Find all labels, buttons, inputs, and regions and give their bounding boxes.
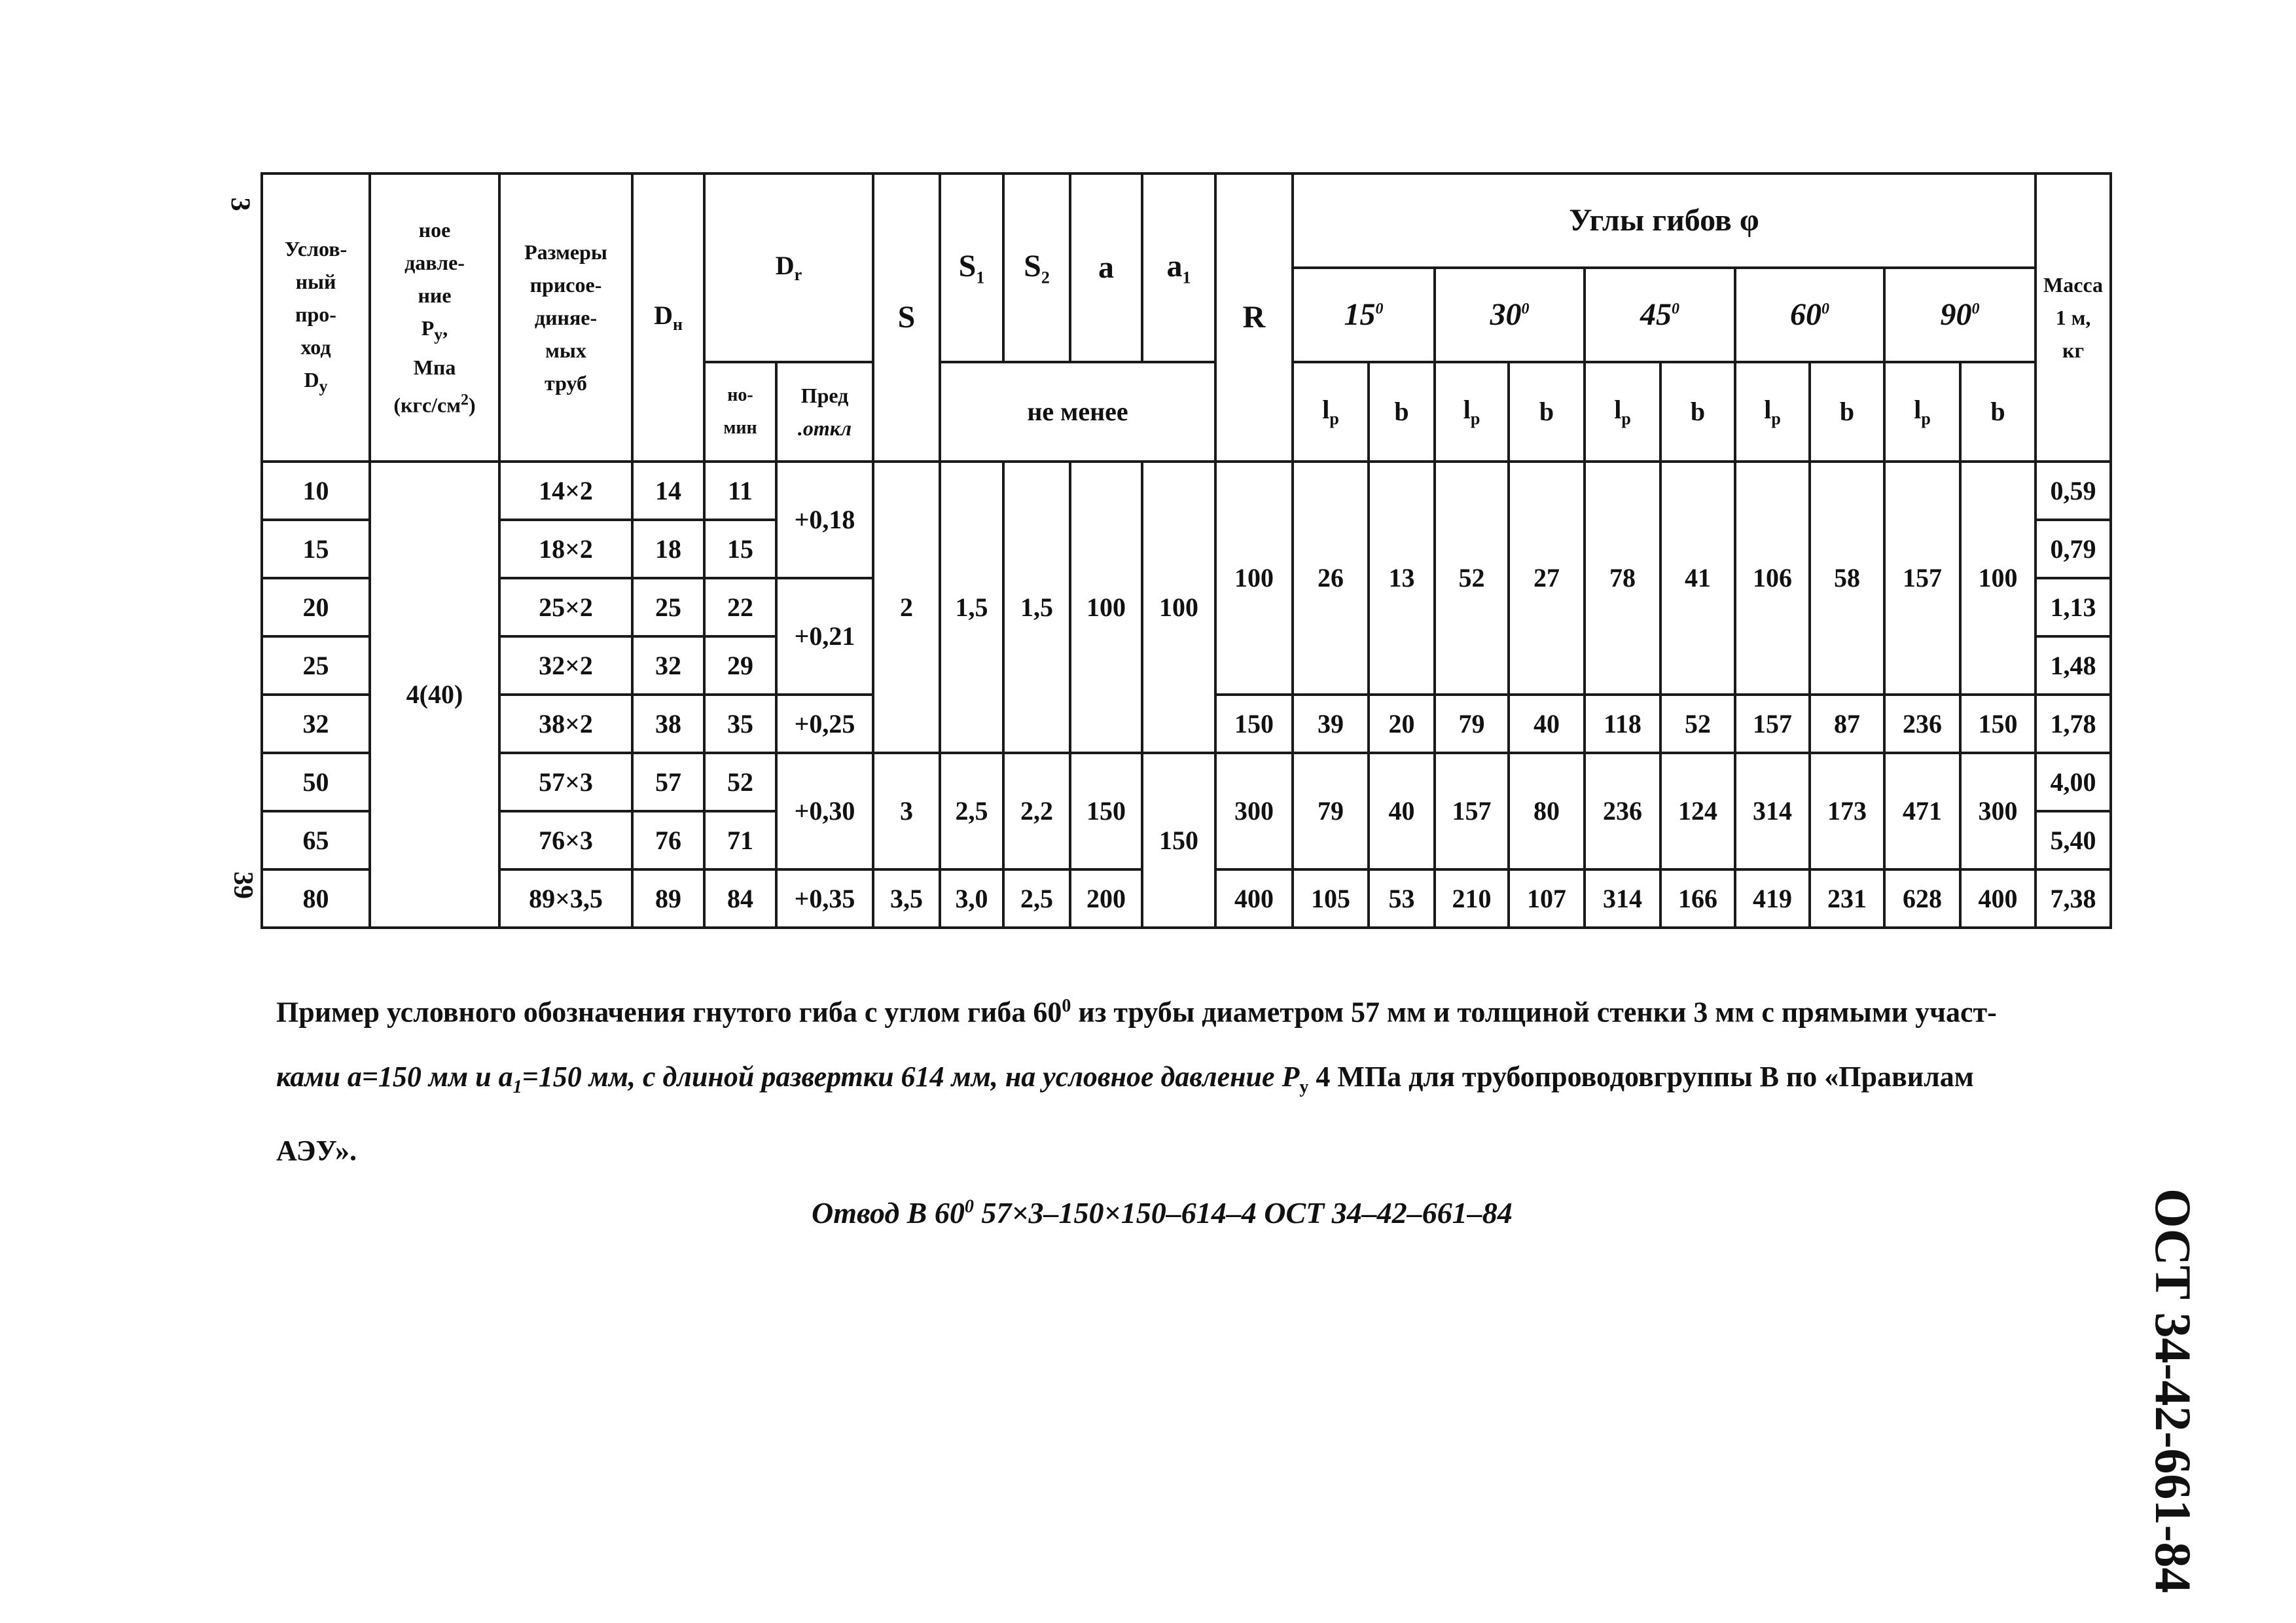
margin-page-number-bottom: 39 [228,871,258,899]
table-row [262,753,2226,811]
cell-size: 14×2 [499,462,632,520]
cell-lr-45: 78 [1585,462,1660,695]
header-r: R [1215,173,1293,462]
cell-pressure: 4(40) [370,462,499,928]
header-b-90: b [1960,362,2036,462]
cell-dy: 15 [262,520,370,578]
cell-dy: 10 [262,462,370,520]
cell-bore-nominal: 22 [704,578,776,636]
cell-b-60: 58 [1810,462,1884,695]
cell-r: 150 [1215,695,1293,753]
cell-a: 150 [1070,753,1142,869]
cell-dn: 14 [632,462,704,520]
cell-s2: 2,2 [1003,753,1070,869]
cell-s: 2 [873,462,940,753]
cell-b-30: 40 [1509,695,1585,753]
cell-bore-deviation: +0,21 [776,578,873,695]
cell-bore-nominal: 29 [704,636,776,695]
header-s: S [873,173,940,462]
cell-bore-deviation: +0,30 [776,753,873,869]
cell-size: 18×2 [499,520,632,578]
cell-lr-90: 157 [1884,462,1960,695]
header-angle-90: $90^0$ [1884,268,2036,362]
cell-b-45: 52 [1660,695,1735,753]
cell-s1: 2,5 [940,753,1003,869]
cell-dy: 25 [262,636,370,695]
cell-lr-30: 79 [1435,695,1509,753]
table-row [262,695,2226,753]
cell-lr-30: 52 [1435,462,1509,695]
cell-dy: 65 [262,811,370,869]
cell-a1: 100 [1142,462,1215,753]
cell-s: 3 [873,753,940,869]
cell-b-90: 100 [1960,462,2036,695]
header-lr-30: $l_p$ [1435,362,1509,462]
cell-s2: 2,5 [1003,869,1070,928]
cell-dy: 80 [262,869,370,928]
cell-dn: 25 [632,578,704,636]
cell-b-15: 53 [1369,869,1435,928]
cell-mass: 1,48 [2036,636,2111,695]
cell-b-90: 300 [1960,753,2036,869]
header-angle-60: $60^0$ [1735,268,1884,362]
header-connected-pipe-sizes: Размеры присое- диняе- мых труб [499,173,632,462]
cell-lr-15: 79 [1293,753,1369,869]
header-angle-45: $45^0$ [1585,268,1735,362]
cell-lr-60: 157 [1735,695,1810,753]
header-outer-diameter: $D_н$ [632,173,704,462]
cell-lr-15: 105 [1293,869,1369,928]
cell-bore-deviation: +0,18 [776,462,873,578]
cell-dn: 18 [632,520,704,578]
table-row [262,462,2226,520]
cell-r: 400 [1215,869,1293,928]
cell-lr-45: 118 [1585,695,1660,753]
cell-b-60: 231 [1810,869,1884,928]
cell-mass: 1,13 [2036,578,2111,636]
header-nominal-bore: Услов- ный про- ход $D_у$ [262,173,370,462]
cell-lr-60: 314 [1735,753,1810,869]
cell-a1: 150 [1142,753,1215,928]
cell-mass: 0,79 [2036,520,2111,578]
cell-dn: 57 [632,753,704,811]
cell-mass: 4,00 [2036,753,2111,811]
header-b-45: b [1660,362,1735,462]
cell-s1: 1,5 [940,462,1003,753]
cell-r: 100 [1215,462,1293,695]
cell-lr-90: 471 [1884,753,1960,869]
cell-s1: 3,0 [940,869,1003,928]
cell-lr-30: 210 [1435,869,1509,928]
header-lr-45: $l_p$ [1585,362,1660,462]
cell-b-15: 20 [1369,695,1435,753]
header-angle-30: $30^0$ [1435,268,1585,362]
cell-b-90: 150 [1960,695,2036,753]
header-angle-15: $15^0$ [1293,268,1435,362]
header-s1: $S_1$ [940,173,1003,362]
header-lr-15: $l_p$ [1293,362,1369,462]
cell-mass: 0,59 [2036,462,2111,520]
cell-bore-nominal: 11 [704,462,776,520]
cell-b-45: 124 [1660,753,1735,869]
cell-dn: 32 [632,636,704,695]
header-nominal-pressure: ное давле- ние $P_у$, Мпа $(кгс/см^2)$ [370,173,499,462]
cell-size: 25×2 [499,578,632,636]
cell-b-60: 87 [1810,695,1884,753]
cell-dy: 32 [262,695,370,753]
cell-bore-nominal: 15 [704,520,776,578]
pipe-bend-dimensions-table [260,172,2227,929]
cell-lr-45: 236 [1585,753,1660,869]
header-bore-deviation: Пред .откл [776,362,873,462]
cell-bore-nominal: 84 [704,869,776,928]
document-code: ОСТ 34-42-661-84 [2145,1188,2202,1594]
header-a: a [1070,173,1142,362]
cell-a: 200 [1070,869,1142,928]
cell-bore-nominal: 52 [704,753,776,811]
cell-size: 76×3 [499,811,632,869]
cell-lr-90: 236 [1884,695,1960,753]
cell-lr-60: 106 [1735,462,1810,695]
cell-lr-30: 157 [1435,753,1509,869]
cell-bore-deviation: +0,35 [776,869,873,928]
cell-b-60: 173 [1810,753,1884,869]
cell-b-90: 400 [1960,869,2036,928]
designation-example: Отвод В $60^0$ 57×3–150×150–614–4 ОСТ 34–42–661–84 [812,1196,1513,1230]
table-row [262,869,2226,928]
header-bore-diameter: $D_r$ [704,173,873,362]
cell-b-15: 13 [1369,462,1435,695]
cell-lr-60: 419 [1735,869,1810,928]
cell-bore-deviation: +0,25 [776,695,873,753]
cell-size: 57×3 [499,753,632,811]
header-not-less: не менее [940,362,1215,462]
cell-mass: 5,40 [2036,811,2111,869]
cell-lr-15: 39 [1293,695,1369,753]
cell-a: 100 [1070,462,1142,753]
header-mass: Масса 1 м, кг [2036,173,2111,462]
cell-dn: 76 [632,811,704,869]
cell-s: 3,5 [873,869,940,928]
cell-bore-nominal: 71 [704,811,776,869]
cell-b-30: 80 [1509,753,1585,869]
cell-b-45: 41 [1660,462,1735,695]
header-b-15: b [1369,362,1435,462]
cell-b-30: 107 [1509,869,1585,928]
cell-b-30: 27 [1509,462,1585,695]
header-b-60: b [1810,362,1884,462]
cell-dn: 38 [632,695,704,753]
cell-bore-nominal: 35 [704,695,776,753]
designation-example-paragraph: Пример условного обозначения гнутого гиба с углом гиба $60^0$ из трубы диаметром 57 мм и толщиной стенки 3 мм с прямыми участ- ками a=150 мм и $a_1=150$ мм, с длиной развертки 614 мм, на условное давление $P_у$ 4 МПа для трубопроводовгруппы В по «Правилам АЭУ». [276,996,1997,1167]
header-lr-90: $l_p$ [1884,362,1960,462]
header-bore-nominal: но- мин [704,362,776,462]
cell-size: 89×3,5 [499,869,632,928]
cell-b-15: 40 [1369,753,1435,869]
cell-b-45: 166 [1660,869,1735,928]
cell-size: 32×2 [499,636,632,695]
cell-dy: 50 [262,753,370,811]
margin-page-number-top: 3 [224,197,255,211]
cell-lr-15: 26 [1293,462,1369,695]
cell-lr-45: 314 [1585,869,1660,928]
cell-mass: 7,38 [2036,869,2111,928]
header-a1: $a_1$ [1142,173,1215,362]
cell-dn: 89 [632,869,704,928]
cell-mass: 1,78 [2036,695,2111,753]
cell-r: 300 [1215,753,1293,869]
header-b-30: b [1509,362,1585,462]
cell-size: 38×2 [499,695,632,753]
cell-dy: 20 [262,578,370,636]
header-bend-angles: Углы гибов φ [1293,173,2036,268]
header-lr-60: $l_p$ [1735,362,1810,462]
cell-s2: 1,5 [1003,462,1070,753]
cell-lr-90: 628 [1884,869,1960,928]
header-s2: $S_2$ [1003,173,1070,362]
